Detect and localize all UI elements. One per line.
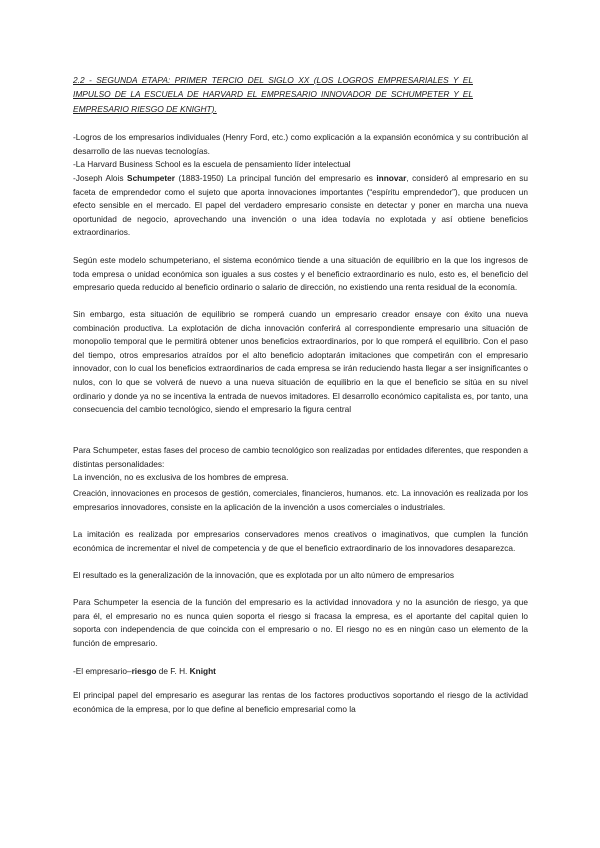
schumpeter-name: Schumpeter [127, 173, 175, 183]
innovar-word: innovar [376, 173, 407, 183]
paragraph-sin-embargo: Sin embargo, esta situación de equilibrio se romperá cuando un empresario creador ensaye con éxito una nueva combinación productiva. La explotación de dicha innovación conferirá al correspondiente empresario una situación de monopolio temporal que le permitirá obtener unos beneficios extraordinarios, por lo que romperá el equilibrio. Con el paso del tiempo, otros empresarios atraídos por el alto beneficio adoptarán imitaciones que competirán con el empresario innovador, con lo cual los beneficios extraordinarios de cada empresa se irán reduciendo hasta llegar a ser insignificantes o nulos, con lo que se volverá de nuevo a una nueva situación de equilibrio en la que el beneficio se sitúa en su nivel ordinario y donde ya no se incentiva la entrada de nuevos imitadores. El desarrollo económico capitalista es, por tanto, una consecuencia del cambio tecnológico, siendo el empresario la figura central [73, 309, 528, 415]
knight-name: Knight [189, 666, 216, 676]
paragraph-principal-papel: El principal papel del empresario es asegurar las rentas de los factores productivos soportando el riesgo de la actividad económica de la empresa, por lo que define al beneficio empresarial como la [73, 690, 528, 714]
schumpeter-middle: (1883-1950) La principal función del empresario es [174, 173, 377, 183]
paragraph-equilibrio: Según este modelo schumpeteriano, el sistema económico tiende a una situación de equilibrio en la que los ingresos de toda empresa o unidad económica son iguales a sus costes y el beneficio extraordinario es nulo, esto es, el beneficio del empresario queda reducido al beneficio ordinario o salario de dirección, no existiendo una renta residual de la economía. [73, 255, 528, 293]
paragraph-fases: Para Schumpeter, estas fases del proceso de cambio tecnológico son realizadas por entidades diferentes, que responden a distintas personalidades: [73, 445, 528, 469]
paragraph-knight-heading [73, 665, 528, 679]
knight-middle: de F. H. [156, 666, 190, 676]
paragraph-creacion: Creación, innovaciones en procesos de gestión, comerciales, financieros, humanos. etc. La innovación es realizada por los empresarios innovadores, consiste en la aplicación de la invención a usos comerciales o industriales. [73, 488, 528, 512]
paragraph-invencion: La invención, no es exclusiva de los hombres de empresa. [73, 472, 289, 482]
schumpeter-prefix: -Joseph Alois [73, 173, 128, 183]
schumpeter-rest: , consideró al empresario en su faceta de emprendedor como el sujeto que aporta innovaciones importantes (“espíritu emprendedor”), que producen un efecto sensible en el mercado. El papel del verdadero empresario consiste en detectar y poner en marcha una nueva oportunidad de negocio, aprovechando una invención o una idea todavía no explotada y así obtiene beneficios extraordinarios. [73, 173, 528, 238]
knight-prefix: -El empresario– [73, 666, 132, 676]
paragraph-imitacion: La imitación es realizada por empresarios conservadores menos creativos o imaginativos, que cumplen la función económica de incrementar el nivel de competencia y de que el beneficio extraordinario de los innovadores desaparezca. [73, 529, 528, 553]
paragraph-harvard: -La Harvard Business School es la escuela de pensamiento líder intelectual [73, 159, 351, 169]
riesgo-word: riesgo [131, 666, 157, 676]
paragraph-schumpeter [73, 172, 528, 240]
section-heading: 2.2 - SEGUNDA ETAPA: PRIMER TERCIO DEL SIGLO XX (LOS LOGROS EMPRESARIALES Y EL IMPULSO DE LA ESCUELA DE HARVARD EL EMPRESARIO INNOVADOR DE SCHUMPETER Y EL EMPRESARIO RIESGO DE KNIGHT). [73, 75, 473, 114]
paragraph-resultado: El resultado es la generalización de la innovación, que es explotada por un alto número de empresarios [73, 570, 454, 580]
paragraph-esencia: Para Schumpeter la esencia de la función del empresario es la actividad innovadora y no la asunción de riesgo, ya que para él, el empresario no es nunca quien soporta el riesgo si fracasa la empresa, es el aportante del capital quien lo soporta con independencia de que coincida con el empresario o no. El riesgo no es en ningún caso un elemento de la función de empresario. [73, 597, 528, 648]
paragraph-logros: -Logros de los empresarios individuales (Henry Ford, etc.) como explicación a la expansión económica y su contribución al desarrollo de las nuevas tecnologías. [73, 132, 528, 156]
